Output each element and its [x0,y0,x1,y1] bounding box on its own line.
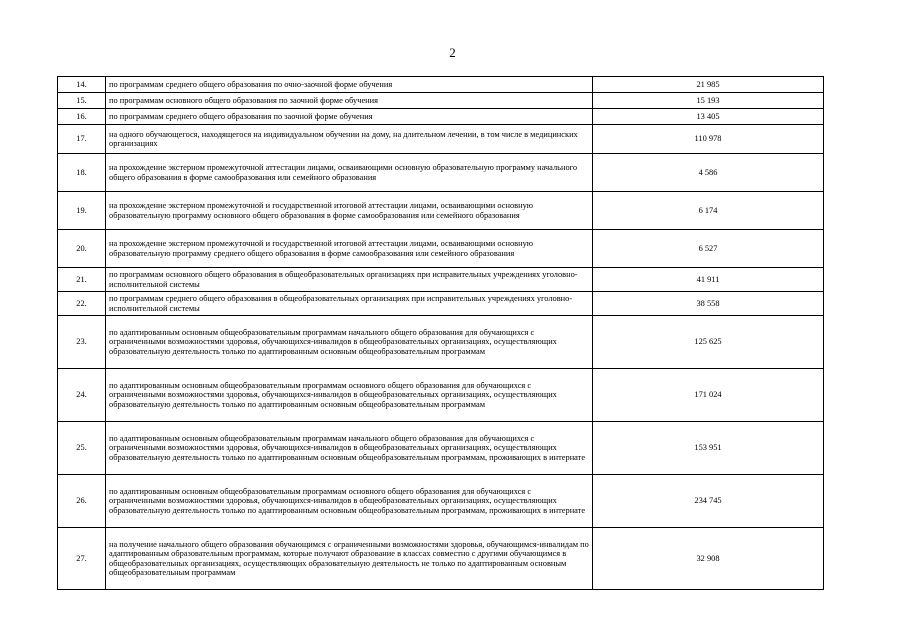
row-number-cell: 14. [58,77,106,93]
table-row [58,93,824,109]
row-description-cell: по адаптированным основным общеобразовательным программам начального общего образования для обучающихся с ограниченными возможностями здоровья, обучающихся-инвалидов в общеобразовательных организациях, осуществляющих образовательную деятельность только по адаптированным основным общеобразовательным программам, проживающих в интернате [106,422,593,475]
row-value-cell: 13 405 [593,109,824,125]
row-value-cell: 21 985 [593,77,824,93]
row-value-cell: 6 527 [593,230,824,268]
page-number: 2 [449,45,456,60]
row-description-cell: на прохождение экстерном промежуточной аттестации лицами, осваивающими основную образовательную программу начального общего образования в форме самообразования или семейного образования [106,154,593,192]
row-number-cell: 27. [58,528,106,590]
row-value-cell: 32 908 [593,528,824,590]
row-number-cell: 16. [58,109,106,125]
row-number-cell: 24. [58,369,106,422]
row-number-cell: 26. [58,475,106,528]
row-description-cell: по адаптированным основным общеобразовательным программам основного общего образования для обучающихся с ограниченными возможностями здоровья, обучающихся-инвалидов в общеобразовательных организациях, осуществляющих образовательную деятельность только по адаптированным основным общеобразовательным программам [106,369,593,422]
row-description-cell: на получение начального общего образования обучающимся с ограниченными возможностями здоровья, обучающимся-инвалидам по адаптированным образовательным программам, которые получают образование в классах совместно с другими обучающимся в общеобразовательных организациях, осуществляющих образовательную деятельность не только по адаптированным основным общеобразовательным программам [106,528,593,590]
row-value-cell: 171 024 [593,369,824,422]
row-number-cell: 15. [58,93,106,109]
table-row [58,109,824,125]
row-value-cell: 38 558 [593,292,824,316]
row-description-cell: на прохождение экстерном промежуточной и государственной итоговой аттестации лицами, осваивающими основную образовательную программу основного общего образования в форме самообразования или семейного образования [106,192,593,230]
row-description-cell: по программам основного общего образования в общеобразовательных организациях при исправительных учреждениях уголовно-исполнительной системы [106,268,593,292]
table-row [58,230,824,268]
table-row [58,292,824,316]
row-description-cell: на прохождение экстерном промежуточной и государственной итоговой аттестации лицами, осваивающими основную образовательную программу среднего общего образования в форме самообразования или семейного образования [106,230,593,268]
row-value-cell: 110 978 [593,125,824,154]
row-value-cell: 41 911 [593,268,824,292]
table-row [58,369,824,422]
row-description-cell: по программам среднего общего образования в общеобразовательных организациях при исправительных учреждениях уголовно-исполнительной системы [106,292,593,316]
row-description-cell: на одного обучающегося, находящегося на индивидуальном обучении на дому, на длительном лечении, в том числе в медицинских организациях [106,125,593,154]
table-row [58,125,824,154]
table-row [58,192,824,230]
row-number-cell: 17. [58,125,106,154]
row-number-cell: 18. [58,154,106,192]
table-row [58,422,824,475]
row-value-cell: 4 586 [593,154,824,192]
table-row [58,528,824,590]
row-value-cell: 153 951 [593,422,824,475]
row-number-cell: 22. [58,292,106,316]
row-number-cell: 20. [58,230,106,268]
row-number-cell: 23. [58,316,106,369]
row-value-cell: 15 193 [593,93,824,109]
row-number-cell: 21. [58,268,106,292]
table-row [58,77,824,93]
norms-table-body [58,77,824,590]
row-value-cell: 125 625 [593,316,824,369]
row-number-cell: 19. [58,192,106,230]
table-row [58,268,824,292]
table-row [58,154,824,192]
table-row [58,475,824,528]
norms-table [57,76,824,590]
row-value-cell: 234 745 [593,475,824,528]
row-description-cell: по программам среднего общего образования по очно-заочной форме обучения [106,77,593,93]
row-description-cell: по программам среднего общего образования по заочной форме обучения [106,109,593,125]
row-description-cell: по адаптированным основным общеобразовательным программам начального общего образования для обучающихся с ограниченными возможностями здоровья, обучающихся-инвалидов в общеобразовательных организациях, осуществляющих образовательную деятельность только по адаптированным основным общеобразовательным программам [106,316,593,369]
row-description-cell: по программам основного общего образования по заочной форме обучения [106,93,593,109]
table-row [58,316,824,369]
row-value-cell: 6 174 [593,192,824,230]
row-description-cell: по адаптированным основным общеобразовательным программам основного общего образования для обучающихся с ограниченными возможностями здоровья, обучающихся-инвалидов в общеобразовательных организациях, осуществляющих образовательную деятельность только по адаптированным основным общеобразовательным программам, проживающих в интернате [106,475,593,528]
row-number-cell: 25. [58,422,106,475]
